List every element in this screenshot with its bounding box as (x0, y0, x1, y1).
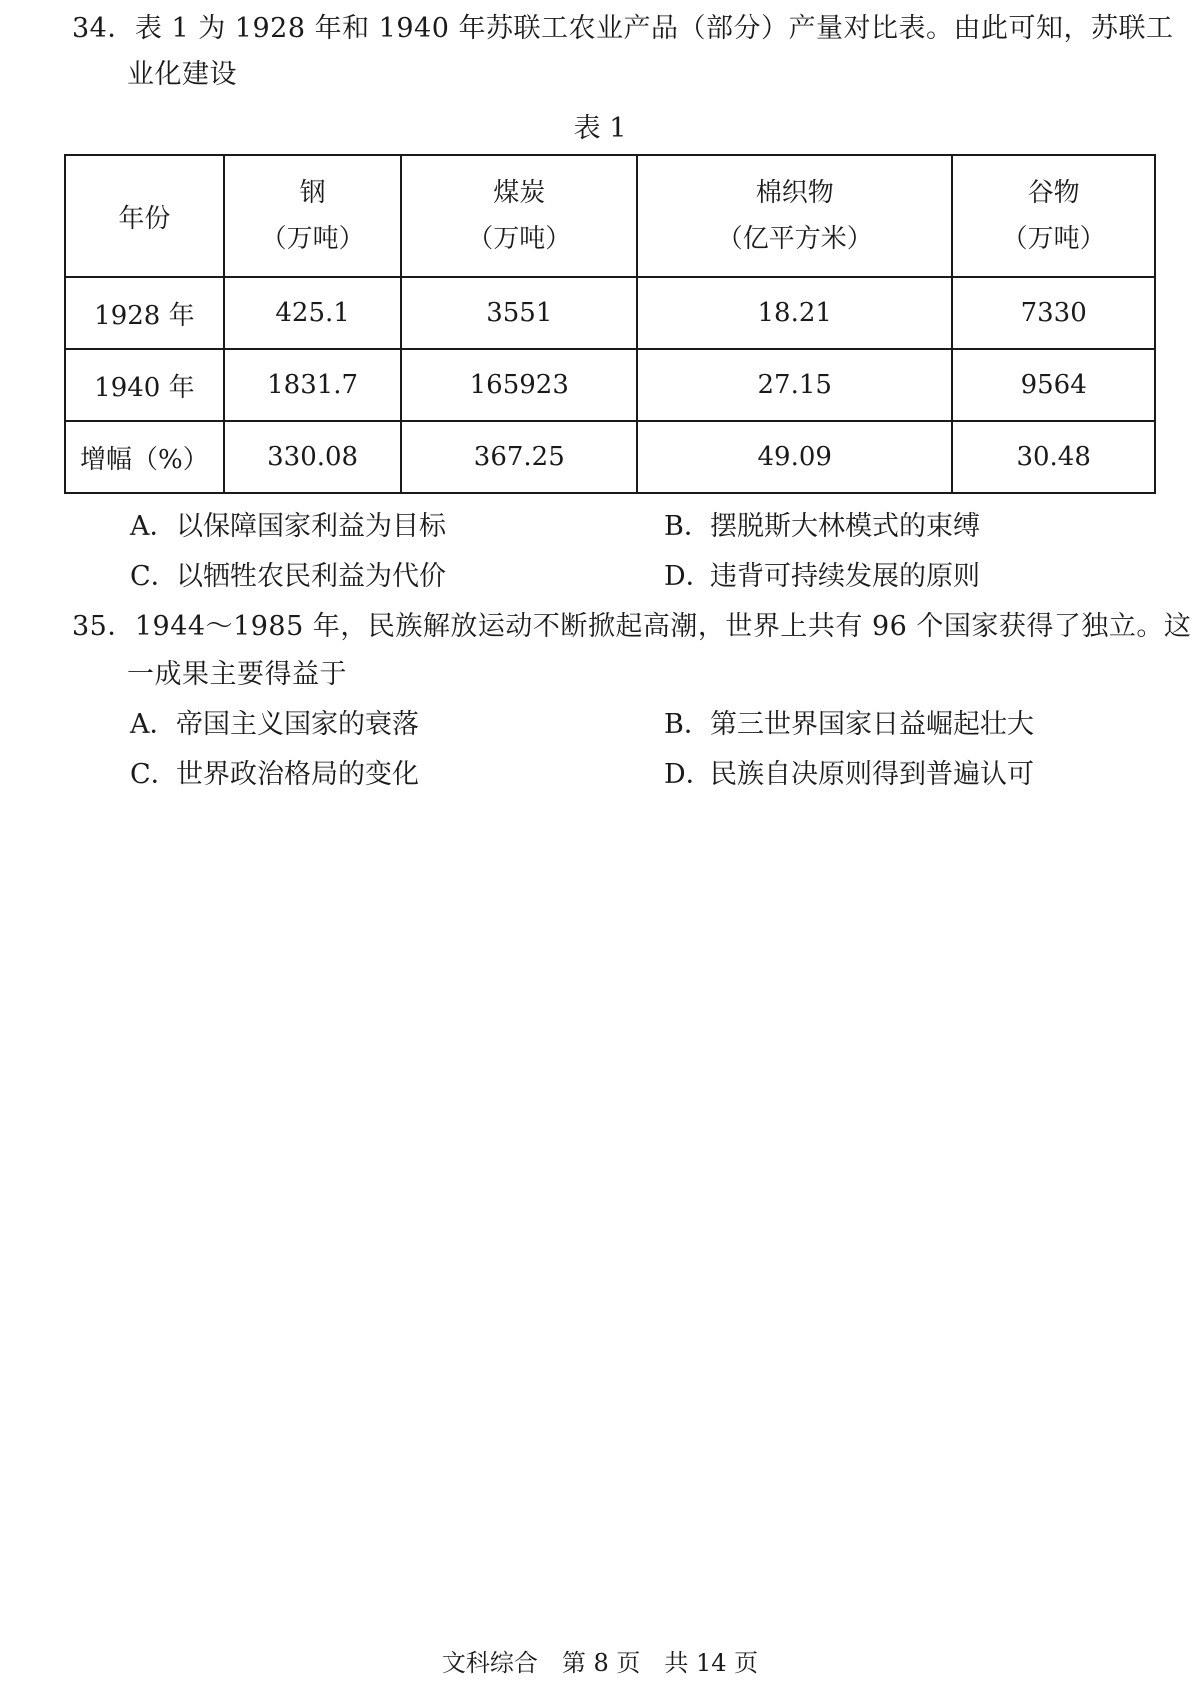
table-corner-header: 年份 (65, 155, 224, 277)
column-header-cotton (637, 155, 952, 277)
table-cell: 165923 (401, 349, 637, 421)
q35-stem-line1: 1944～1985 年，民族解放运动不断掀起高潮，世界上共有 96 个国家获得了独立。这 (134, 611, 1192, 642)
column-name: 煤炭 (493, 178, 546, 208)
option-text: 帝国主义国家的衰落 (176, 709, 419, 740)
option-text: 摆脱斯大林模式的束缚 (710, 511, 980, 542)
option-text: 以牺牲农民利益为代价 (176, 561, 446, 592)
row-label: 1928 年 (65, 277, 224, 349)
row-label: 1940 年 (65, 349, 224, 421)
table-row-1940 (65, 349, 1155, 421)
q35-line1 (72, 610, 1191, 644)
option-letter: B． (664, 709, 711, 740)
row-label: 增幅（%） (65, 421, 224, 493)
column-unit: （亿平方米） (716, 224, 873, 254)
q35-option-a[interactable] (130, 708, 419, 742)
q34-option-b[interactable] (664, 510, 980, 544)
table-header-row (65, 155, 1155, 277)
q34-stem-line1: 表 1 为 1928 年和 1940 年苏联工农业产品（部分）产量对比表。由此可知，苏联工 (134, 13, 1174, 44)
q34-number: 34． (72, 13, 135, 44)
option-text: 违背可持续发展的原则 (710, 561, 980, 592)
q35-stem-line2: 一成果主要得益于 (127, 659, 347, 690)
q35-option-d[interactable] (664, 758, 1034, 792)
q35-option-b[interactable] (664, 708, 1034, 742)
table-cell: 18.21 (637, 277, 952, 349)
q34-option-c[interactable] (130, 560, 446, 594)
column-unit: （万吨） (260, 224, 365, 254)
option-text: 世界政治格局的变化 (176, 759, 419, 790)
q34-option-a[interactable] (130, 510, 446, 544)
table-row-1928 (65, 277, 1155, 349)
column-name: 棉织物 (755, 178, 834, 208)
table-cell: 3551 (401, 277, 637, 349)
option-letter: D． (664, 561, 713, 592)
table-cell: 330.08 (224, 421, 402, 493)
column-unit: （万吨） (1001, 224, 1106, 254)
table-cell: 49.09 (637, 421, 952, 493)
q34-stem-line2: 业化建设 (127, 59, 237, 90)
page-footer: 文科综合 第 8 页 共 14 页 (441, 1649, 759, 1677)
option-letter: A． (130, 709, 177, 740)
option-letter: D． (664, 759, 713, 790)
column-unit: （万吨） (467, 224, 572, 254)
table-cell: 425.1 (224, 277, 402, 349)
q34-option-d[interactable] (664, 560, 980, 594)
table-cell: 7330 (952, 277, 1155, 349)
column-header-grain (952, 155, 1155, 277)
option-letter: C． (130, 759, 178, 790)
option-text: 以保障国家利益为目标 (176, 511, 446, 542)
table-cell: 367.25 (401, 421, 637, 493)
table-row-growth (65, 421, 1155, 493)
option-text: 民族自决原则得到普遍认可 (710, 759, 1034, 790)
table-cell: 9564 (952, 349, 1155, 421)
column-header-coal (401, 155, 637, 277)
production-table (64, 154, 1156, 494)
column-name: 钢 (299, 178, 326, 208)
table-caption: 表 1 (573, 113, 627, 144)
column-name: 谷物 (1027, 178, 1080, 208)
table-cell: 27.15 (637, 349, 952, 421)
option-letter: A． (130, 511, 177, 542)
table-cell: 30.48 (952, 421, 1155, 493)
option-letter: C． (130, 561, 178, 592)
table-cell: 1831.7 (224, 349, 402, 421)
q34-line1 (72, 12, 1173, 46)
q35-number: 35． (72, 611, 135, 642)
column-header-steel (224, 155, 402, 277)
option-letter: B． (664, 511, 711, 542)
q35-option-c[interactable] (130, 758, 419, 792)
option-text: 第三世界国家日益崛起壮大 (710, 709, 1034, 740)
